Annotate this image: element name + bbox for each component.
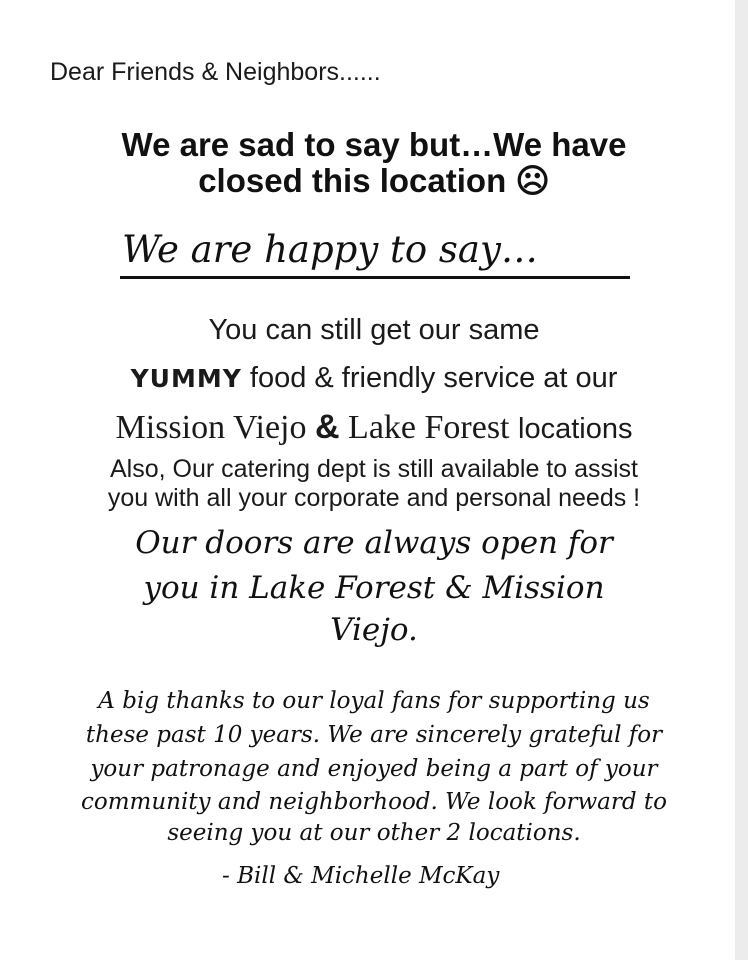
thanks-line-1: A big thanks to our loyal fans for supporting us: [98, 688, 650, 714]
locations-line: [40, 408, 708, 447]
happy-heading: We are happy to say…: [122, 228, 538, 271]
locations-word: locations: [518, 413, 633, 445]
doors-line-2: you in Lake Forest & Mission: [143, 570, 605, 606]
headline-line-2: closed this location ☹: [198, 162, 550, 199]
thanks-line-3: your patronage and enjoyed being a part of your: [90, 756, 658, 782]
location-lake-forest: Lake Forest: [339, 409, 518, 446]
yummy-line-rest: food & friendly service at our: [241, 362, 618, 394]
thanks-line-2: these past 10 years. We are sincerely grateful for: [85, 722, 663, 748]
doors-line-1: Our doors are always open for: [135, 525, 613, 561]
ampersand: &: [314, 408, 340, 446]
doors-line-3: Viejo.: [330, 612, 418, 648]
thanks-line-5: seeing you at our other 2 locations.: [167, 820, 581, 846]
thanks-line-4: community and neighborhood. We look forward to: [80, 789, 668, 815]
page-edge: [735, 0, 748, 960]
catering-line-2: you with all your corporate and personal needs !: [107, 484, 641, 512]
greeting: Dear Friends & Neighbors......: [50, 58, 381, 86]
still-get-line: You can still get our same: [208, 314, 540, 346]
location-mission-viejo: Mission Viejo: [115, 409, 315, 446]
headline-line-1: We are sad to say but…We have: [121, 126, 627, 163]
yummy-word: YUMMY: [130, 364, 242, 393]
signature: - Bill & Michelle McKay: [222, 863, 500, 889]
yummy-line: [40, 362, 708, 395]
happy-underline: [120, 276, 630, 279]
catering-line-1: Also, Our catering dept is still available to assist: [109, 455, 638, 483]
